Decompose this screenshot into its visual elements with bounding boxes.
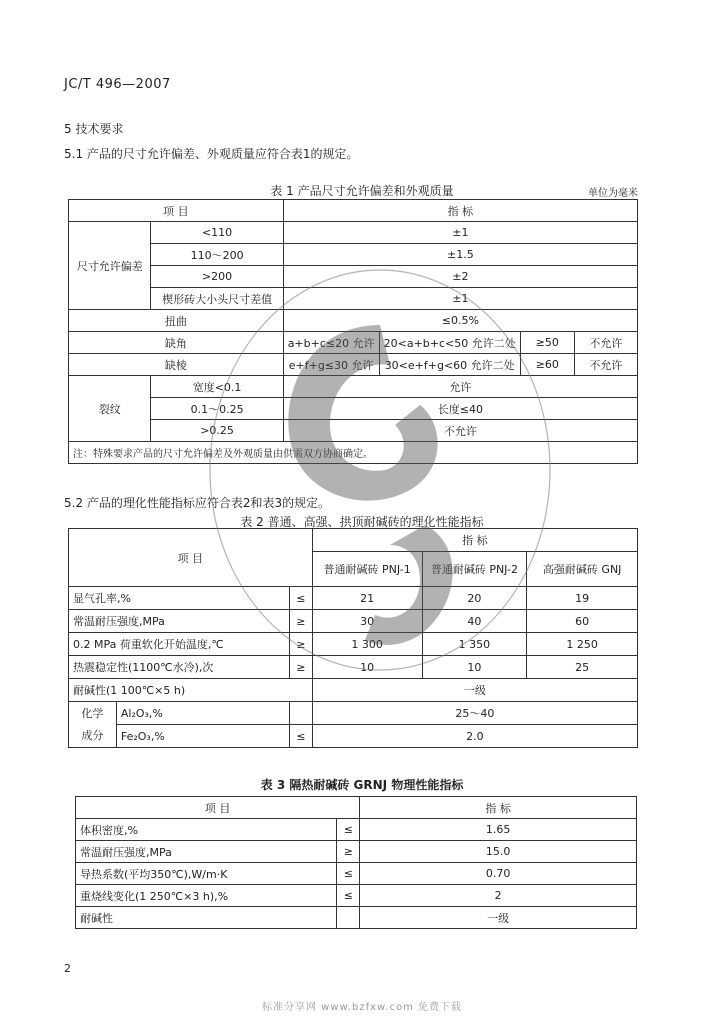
header-item: 项 目	[69, 200, 284, 222]
group-label: 裂纹	[69, 376, 151, 442]
table-row	[69, 244, 638, 266]
row-value: ≥60	[520, 354, 574, 376]
row-value: ±1	[283, 222, 637, 244]
header-index: 指 标	[312, 529, 637, 552]
cell-value: 20	[422, 587, 527, 610]
table-row	[69, 266, 638, 288]
row-value: e+f+g≤30 允许	[283, 354, 379, 376]
row-label: 0.1～0.25	[151, 398, 283, 420]
cell-value: 0.70	[360, 863, 637, 885]
cell-value: 25	[527, 656, 638, 679]
cell-value: 10	[422, 656, 527, 679]
column-header: 高强耐碱砖 GNJ	[527, 552, 638, 587]
header-index: 指 标	[360, 797, 637, 819]
comparison-symbol: ≤	[289, 725, 312, 748]
row-value: 20<a+b+c<50 允许二处	[379, 332, 520, 354]
cell-value: 1.65	[360, 819, 637, 841]
table-row	[69, 332, 638, 354]
table-row	[69, 222, 638, 244]
row-label: 显气孔率,%	[69, 587, 290, 610]
cell-value: 30	[312, 610, 422, 633]
row-label: 耐碱性	[76, 907, 337, 929]
row-label: >0.25	[151, 420, 283, 442]
comparison-symbol: ≥	[289, 656, 312, 679]
table-row	[69, 288, 638, 310]
cell-value: 2	[360, 885, 637, 907]
row-label: 110～200	[151, 244, 283, 266]
table3	[75, 796, 637, 929]
table-row	[69, 610, 638, 633]
column-header: 普通耐碱砖 PNJ-2	[422, 552, 527, 587]
cell-value: 21	[312, 587, 422, 610]
table-row	[69, 679, 638, 702]
comparison-symbol: ≥	[289, 610, 312, 633]
row-label: 重烧线变化(1 250℃×3 h),%	[76, 885, 337, 907]
table-row	[69, 398, 638, 420]
document-id: JC/T 496—2007	[64, 77, 171, 92]
cell-value: 40	[422, 610, 527, 633]
column-header: 普通耐碱砖 PNJ-1	[312, 552, 422, 587]
group-label-line: 化学	[81, 706, 104, 720]
row-value: 30<e+f+g<60 允许二处	[379, 354, 520, 376]
cell-value: 60	[527, 610, 638, 633]
table-row	[69, 587, 638, 610]
table-row	[69, 725, 638, 748]
row-value: a+b+c≤20 允许	[283, 332, 379, 354]
table-row	[69, 702, 638, 725]
row-value: 不允许	[283, 420, 637, 442]
row-label: 宽度<0.1	[151, 376, 283, 398]
row-label: 常温耐压强度,MPa	[76, 841, 337, 863]
table-row	[76, 863, 637, 885]
table-row	[76, 797, 637, 819]
section-heading: 5 技术要求	[64, 122, 124, 136]
cell-value: 2.0	[312, 725, 637, 748]
table-row	[69, 420, 638, 442]
comparison-symbol	[337, 907, 360, 929]
clause-5-1: 5.1 产品的尺寸允许偏差、外观质量应符合表1的规定。	[64, 147, 359, 161]
clause-5-2: 5.2 产品的理化性能指标应符合表2和表3的规定。	[64, 496, 331, 510]
row-value: 不允许	[574, 332, 637, 354]
table-row	[76, 819, 637, 841]
table2	[68, 528, 638, 748]
group-label: 尺寸允许偏差	[69, 222, 151, 310]
row-label: 体积密度,%	[76, 819, 337, 841]
row-value: 允许	[283, 376, 637, 398]
table-row	[69, 656, 638, 679]
cell-value: 1 350	[422, 633, 527, 656]
row-label: 0.2 MPa 荷重软化开始温度,℃	[69, 633, 290, 656]
group-label	[69, 702, 117, 748]
cell-value: 1 300	[312, 633, 422, 656]
cell-value: 一级	[360, 907, 637, 929]
row-label: 缺棱	[69, 354, 284, 376]
cell-value: 1 250	[527, 633, 638, 656]
comparison-symbol	[289, 702, 312, 725]
comparison-symbol: ≥	[337, 841, 360, 863]
table-row	[69, 200, 638, 222]
row-value: ±2	[283, 266, 637, 288]
row-value: ≥50	[520, 332, 574, 354]
table-row	[69, 633, 638, 656]
table-row	[76, 907, 637, 929]
row-value: ±1	[283, 288, 637, 310]
table-row	[76, 885, 637, 907]
cell-value: 15.0	[360, 841, 637, 863]
footer-watermark: 标准分享网 www.bzfxw.com 免费下载	[262, 1002, 462, 1013]
table-note: 注：特殊要求产品的尺寸允许偏差及外观质量由供需双方协商确定。	[69, 442, 638, 464]
table1-title: 表 1 产品尺寸允许偏差和外观质量	[270, 184, 454, 198]
table1-unit: 单位为毫米	[588, 188, 638, 199]
table-row	[69, 529, 638, 552]
table-row	[69, 442, 638, 464]
cell-value: 10	[312, 656, 422, 679]
header-item: 项 目	[76, 797, 360, 819]
comparison-symbol: ≤	[337, 819, 360, 841]
header-index: 指 标	[283, 200, 637, 222]
row-label: Fe₂O₃,%	[116, 725, 289, 748]
row-label: 楔形砖大小头尺寸差值	[151, 288, 283, 310]
table2-title: 表 2 普通、高强、拱顶耐碱砖的理化性能指标	[240, 515, 484, 529]
row-label: Al₂O₃,%	[116, 702, 289, 725]
table3-title: 表 3 隔热耐碱砖 GRNJ 物理性能指标	[260, 778, 464, 792]
table1	[68, 199, 638, 464]
row-value: 长度≤40	[283, 398, 637, 420]
row-label: 常温耐压强度,MPa	[69, 610, 290, 633]
comparison-symbol: ≤	[337, 863, 360, 885]
row-label: 热震稳定性(1100℃水冷),次	[69, 656, 290, 679]
table-row	[69, 376, 638, 398]
cell-value: 25～40	[312, 702, 637, 725]
row-label: >200	[151, 266, 283, 288]
table-row	[69, 354, 638, 376]
row-value: 不允许	[574, 354, 637, 376]
comparison-symbol: ≤	[289, 587, 312, 610]
cell-value: 19	[527, 587, 638, 610]
page-number: 2	[64, 962, 71, 975]
row-value: ≤0.5%	[283, 310, 637, 332]
comparison-symbol: ≥	[289, 633, 312, 656]
cell-value: 一级	[312, 679, 637, 702]
row-label: <110	[151, 222, 283, 244]
row-label: 耐碱性(1 100℃×5 h)	[69, 679, 313, 702]
header-item: 项 目	[69, 529, 313, 587]
group-label-line: 成分	[81, 728, 104, 742]
table-row	[69, 310, 638, 332]
comparison-symbol: ≤	[337, 885, 360, 907]
row-label: 扭曲	[69, 310, 284, 332]
row-label: 导热系数(平均350℃),W/m·K	[76, 863, 337, 885]
row-label: 缺角	[69, 332, 284, 354]
table-row	[76, 841, 637, 863]
row-value: ±1.5	[283, 244, 637, 266]
